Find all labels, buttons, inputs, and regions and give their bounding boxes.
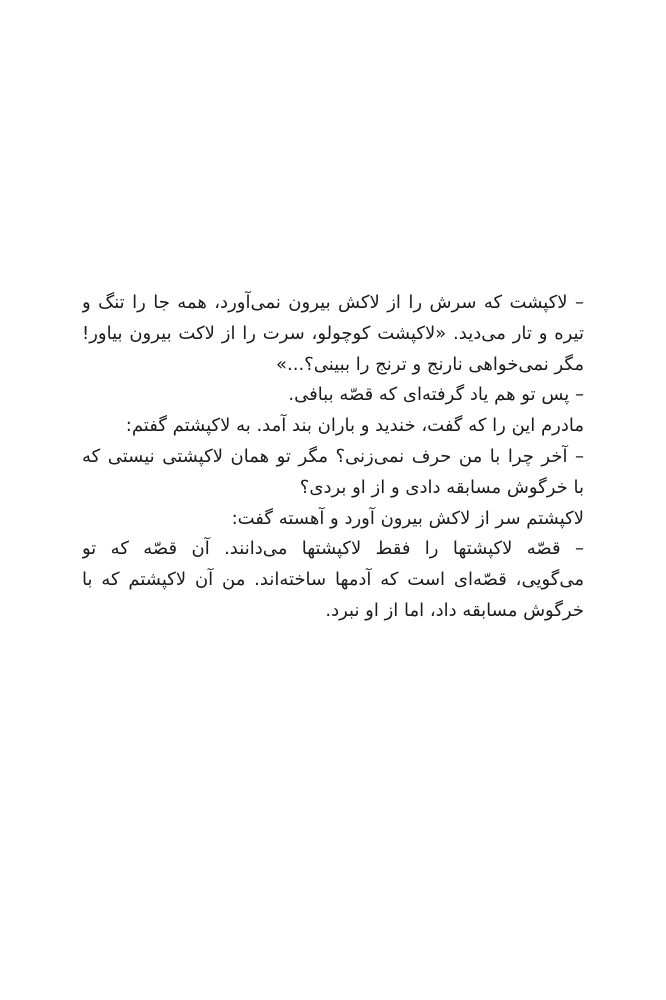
paragraph-2: [82, 380, 584, 411]
text-line: مگر نمی‌خواهی نارنج و ترنج را ببینی؟...»: [276, 353, 584, 375]
paragraph-1: [82, 288, 584, 380]
text-line: خرگوش مسابقه داد، اما از او نبرد.: [325, 599, 584, 621]
story-text: [82, 288, 584, 627]
text-line: می‌گویی، قصّه‌ای است که آدمها ساخته‌اند. من آن لاکپشتم که با: [82, 569, 584, 591]
paragraph-5: [82, 504, 584, 535]
paragraph-6: [82, 534, 584, 626]
text-line: مادرم این را که گفت، خندید و باران بند آمد. به لاکپشتم گفتم:: [125, 415, 584, 437]
paragraph-4: [82, 442, 584, 504]
text-line: – قصّه لاکپشتها را فقط لاکپشتها می‌دانند. آن قصّه که تو: [82, 538, 584, 560]
text-line: تیره و تار می‌دید. «لاکپشت کوچولو، سرت را از لاکت بیرون بیاور!: [82, 322, 584, 344]
text-line: با خرگوش مسابقه دادی و از او بردی؟: [299, 476, 584, 498]
text-line: – لاکپشت که سرش را از لاکش بیرون نمی‌آورد، همه جا را تنگ و: [82, 292, 584, 313]
paragraph-3: [82, 411, 584, 442]
text-line: لاکپشتم سر از لاکش بیرون آورد و آهسته گفت:: [231, 507, 584, 529]
text-line: – پس تو هم یاد گرفته‌ای که قصّه ببافی.: [288, 384, 584, 406]
text-line: – آخر چرا با من حرف نمی‌زنی؟ مگر تو همان لاکپشتی نیستی که: [82, 445, 584, 467]
